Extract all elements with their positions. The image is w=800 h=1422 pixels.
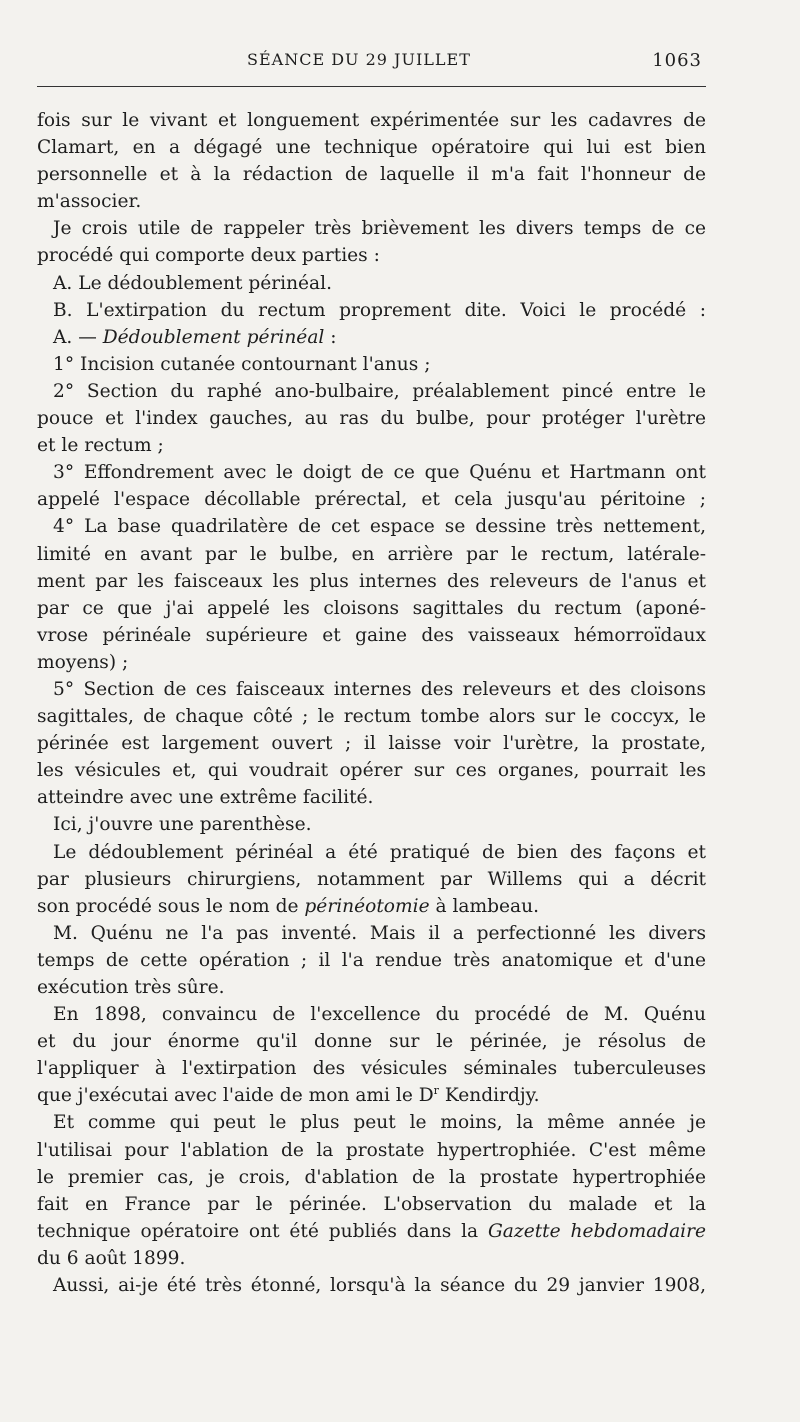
text-line — [37, 1082, 706, 1109]
running-title: SÉANCE DU 29 JUILLET — [247, 50, 471, 69]
text-fragment: que j'exécutai avec l'aide de mon ami le D — [37, 1085, 434, 1107]
text-line: les vésicules et, qui voudrait opérer sur ces organes, pourrait les — [37, 760, 706, 782]
text-line: Aussi, ai-je été très étonné, lorsqu'à la séance du 29 janvier 1908, — [53, 1275, 706, 1297]
text-line — [37, 893, 706, 920]
text-fragment: à lambeau. — [429, 895, 540, 917]
text-line — [37, 1218, 706, 1245]
section-colon: : — [324, 326, 337, 348]
text-line: l'utilisai pour l'ablation de la prostate hypertrophiée. C'est même — [37, 1139, 706, 1161]
body-text — [37, 107, 706, 1299]
text-line: ment par les faisceaux les plus internes des releveurs de l'anus et — [37, 570, 706, 592]
superscript: r — [433, 1084, 439, 1098]
text-line: vrose périnéale supérieure et gaine des vaisseaux hémorroïdaux — [37, 624, 706, 646]
text-line: et le rectum ; — [37, 435, 164, 457]
text-line: 5° Section de ces faisceaux internes des releveurs et des cloisons — [53, 678, 706, 700]
section-label: A. — — [53, 326, 103, 348]
text-line: A. Le dédoublement périnéal. — [53, 272, 332, 294]
text-line: fait en France par le périnée. L'observation du malade et la — [37, 1193, 706, 1215]
text-line: Clamart, en a dégagé une technique opératoire qui lui est bien — [37, 137, 706, 159]
text-line: Je crois utile de rappeler très brièvement les divers temps de ce — [53, 218, 706, 240]
text-line: Le dédoublement périnéal a été pratiqué de bien des façons et — [53, 841, 706, 863]
text-fragment: Kendirdjy. — [438, 1085, 540, 1107]
journal-title: Gazette hebdomadaire — [487, 1220, 706, 1242]
text-fragment: technique opératoire ont été publiés dans la — [37, 1220, 488, 1242]
emphasis-text: périnéotomie — [304, 895, 430, 917]
text-line: par plusieurs chirurgiens, notamment par Willems qui a décrit — [37, 868, 706, 890]
text-line: limité en avant par le bulbe, en arrière par le rectum, latérale- — [37, 543, 706, 565]
text-line: m'associer. — [37, 191, 142, 213]
text-line: et du jour énorme qu'il donne sur le périnée, je résolus de — [37, 1031, 706, 1053]
text-line: du 6 août 1899. — [37, 1247, 186, 1269]
text-line: Et comme qui peut le plus peut le moins, la même année je — [53, 1112, 706, 1134]
text-line: exécution très sûre. — [37, 977, 225, 998]
text-line: 4° La base quadrilatère de cet espace se dessine très nettement, — [53, 516, 706, 538]
text-line: Ici, j'ouvre une parenthèse. — [53, 814, 312, 836]
section-title: Dédoublement périnéal — [102, 326, 325, 348]
text-line: par ce que j'ai appelé les cloisons sagittales du rectum (aponé- — [37, 597, 706, 619]
text-line: le premier cas, je crois, d'ablation de la prostate hypertrophiée — [37, 1166, 706, 1188]
text-line: En 1898, convaincu de l'excellence du procédé de M. Quénu — [53, 1004, 706, 1026]
text-line: sagittales, de chaque côté ; le rectum tombe alors sur le coccyx, le — [37, 706, 706, 728]
text-line: appelé l'espace décollable prérectal, et cela jusqu'au péritoine ; — [37, 489, 706, 511]
text-line: 3° Effondrement avec le doigt de ce que Quénu et Hartmann ont — [53, 462, 706, 484]
page-header — [37, 50, 706, 87]
text-line: périnée est largement ouvert ; il laisse voir l'urètre, la prostate, — [37, 733, 706, 755]
text-line: M. Quénu ne l'a pas inventé. Mais il a perfectionné les divers — [53, 922, 706, 944]
text-line: 1° Incision cutanée contournant l'anus ; — [53, 353, 431, 375]
section-heading — [37, 324, 706, 351]
text-line: B. L'extirpation du rectum proprement dite. Voici le procédé : — [53, 299, 706, 321]
text-line: moyens) ; — [37, 651, 129, 673]
text-line: l'appliquer à l'extirpation des vésicules séminales tuberculeuses — [37, 1058, 706, 1080]
text-line: atteindre avec une extrême facilité. — [37, 787, 374, 809]
text-line: 2° Section du raphé ano-bulbaire, préalablement pincé entre le — [53, 380, 706, 402]
page-number: 1063 — [652, 50, 702, 71]
text-line: fois sur le vivant et longuement expérimentée sur les cadavres de — [37, 110, 706, 131]
text-line: pouce et l'index gauches, au ras du bulbe, pour protéger l'urètre — [37, 408, 706, 430]
text-line: procédé qui comporte deux parties : — [37, 245, 380, 267]
text-line: temps de cette opération ; il l'a rendue très anatomique et d'une — [37, 949, 706, 971]
text-line: personnelle et à la rédaction de laquelle il m'a fait l'honneur de — [37, 164, 706, 186]
text-fragment: son procédé sous le nom de — [37, 895, 305, 917]
